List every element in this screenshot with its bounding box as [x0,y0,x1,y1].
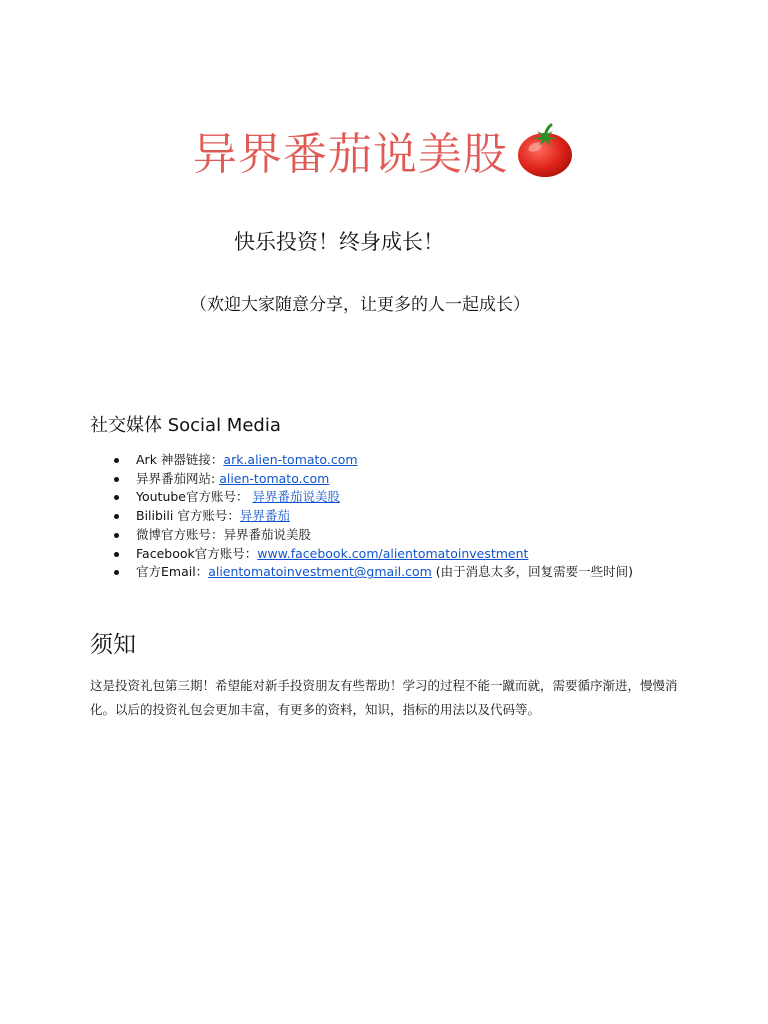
email-link[interactable]: alientomatoinvestment@gmail.com [208,564,432,580]
item-label: 微博官方账号：异界番茄说美股 [136,526,312,542]
bilibili-link[interactable]: 异界番茄 [239,508,290,524]
list-item-ark [110,451,633,470]
item-label: Facebook官方账号： [136,545,258,561]
website-link[interactable]: alien-tomato.com [219,470,330,486]
list-item-facebook [110,545,633,564]
list-item-website [110,470,633,489]
ark-link[interactable]: ark.alien-tomato.com [223,452,358,467]
item-label: 异界番茄网站: [136,470,220,486]
notice-body: 这是投资礼包第三期！希望能对新手投资朋友有些帮助！学习的过程不能一蹴而就，需要循序渐进，慢慢消化。以后的投资礼包会更加丰富，有更多的资料，知识，指标的用法以及代码等。 [90,678,678,717]
list-item-weibo [110,526,633,545]
title-row [0,118,768,182]
item-label: Ark 神器链接： [136,452,224,467]
list-item-youtube [110,488,633,507]
tomato-icon [515,120,575,180]
youtube-link[interactable]: 异界番茄说美股 [252,489,340,505]
item-label: 官方Email： [136,564,209,580]
share-note: （欢迎大家随意分享，让更多的人一起成长） [190,295,530,315]
facebook-link[interactable]: www.facebook.com/alientomatoinvestment [257,545,529,561]
email-note: (由于消息太多，回复需要一些时间) [431,564,634,580]
social-media-heading: 社交媒体 Social Media [90,415,281,436]
page-title: 异界番茄说美股 [192,129,508,180]
social-media-list [110,451,633,582]
item-label: Youtube官方账号： [136,489,253,505]
list-item-email [110,563,633,582]
list-item-bilibili [110,507,633,526]
notice-heading: 须知 [90,632,136,658]
subtitle: 快乐投资！终身成长！ [234,230,444,254]
item-label: Bilibili 官方账号： [136,508,240,524]
